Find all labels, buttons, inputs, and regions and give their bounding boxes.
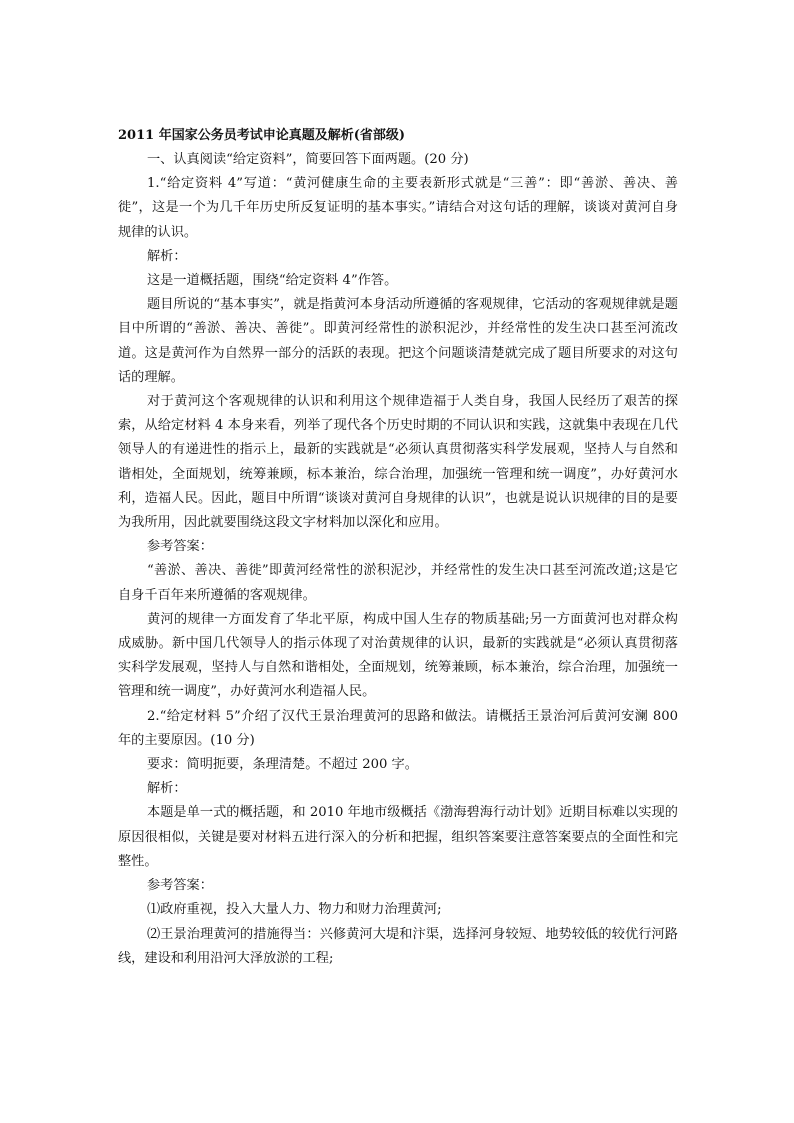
analysis-paragraph: 这是一道概括题，围绕“给定资料 4”作答。 bbox=[147, 273, 398, 289]
analysis-paragraph: 题目所说的“基本事实”，就是指黄河本身活动所遵循的客观规律，它活动的客观规律就是题目中所谓的“善淤、善决、善徙”。即黄河经常性的淤积泥沙，并经常性的发生决口甚至河流改道。这是黄河作为自然界一部分的活跃的表现。把这个问题谈清楚就完成了题目所要求的对这句话的理解。 bbox=[118, 297, 678, 385]
question-1: 1.“给定资料 4”写道：“黄河健康生命的主要表新形式就是“三善”：即“善淤、善决、善徙”，这是一个为几千年历史所反复证明的基本事实。”请结合对这句话的理解，谈谈对黄河自身规律的认识。 bbox=[118, 176, 678, 240]
answer-item: ⑴政府重视，投入大量人力、物力和财力治理黄河; bbox=[147, 902, 442, 918]
requirement-text: 要求：简明扼要，条理清楚。不超过 200 字。 bbox=[147, 757, 418, 773]
document-page bbox=[118, 124, 678, 971]
question-2: 2.“给定材料 5”介绍了汉代王景治理黄河的思路和做法。请概括王景治河后黄河安澜 800 年的主要原因。(10 分) bbox=[118, 708, 678, 748]
answer-paragraph: “善淤、善决、善徙”即黄河经常性的淤积泥沙，并经常性的发生决口甚至河流改道;这是它自身千百年来所遵循的客观规律。 bbox=[118, 563, 678, 603]
section-heading: 一、认真阅读“给定资料”，简要回答下面两题。(20 分) bbox=[147, 152, 469, 167]
document-title: 2011 年国家公务员考试申论真题及解析(省部级) bbox=[118, 128, 406, 143]
answer-item: ⑵王景治理黄河的措施得当：兴修黄河大堤和汴渠，选择河身较短、地势较低的较优行河路线，建设和利用沿河大泽放淤的工程; bbox=[118, 926, 678, 966]
analysis-paragraph: 本题是单一式的概括题，和 2010 年地市级概括《渤海碧海行动计划》近期目标难以实现的原因很相似，关键是要对材料五进行深入的分析和把握，组织答案要注意答案要点的全面性和完整性。 bbox=[118, 805, 678, 869]
analysis-paragraph: 对于黄河这个客观规律的认识和利用这个规律造福于人类自身，我国人民经历了艰苦的探索，从给定材料 4 本身来看，列举了现代各个历史时期的不同认识和实践，这就集中表现在几代领导人的有递进性的指示上，最新的实践就是“必须认真贯彻落实科学发展观，坚持人与自然和谐相处，全面规划，统筹兼顾，标本兼治，综合治理，加强统一管理和统一调度”，办好黄河水利，造福人民。因此，题目中所谓“谈谈对黄河自身规律的认识”，也就是说认识规律的目的是要为我所用，因此就要围绕这段文字材料加以深化和应用。 bbox=[118, 394, 678, 531]
analysis-label: 解析： bbox=[147, 781, 187, 797]
answer-paragraph: 黄河的规律一方面发育了华北平原，构成中国人生存的物质基础;另一方面黄河也对群众构成威胁。新中国几代领导人的指示体现了对治黄规律的认识，最新的实践就是“必须认真贯彻落实科学发展观，坚持人与自然和谐相处，全面规划，统筹兼顾，标本兼治，综合治理，加强统一管理和统一调度”，办好黄河水利造福人民。 bbox=[118, 611, 678, 700]
answer-label: 参考答案： bbox=[147, 878, 213, 894]
analysis-label: 解析： bbox=[147, 248, 187, 264]
answer-label: 参考答案： bbox=[147, 539, 213, 555]
